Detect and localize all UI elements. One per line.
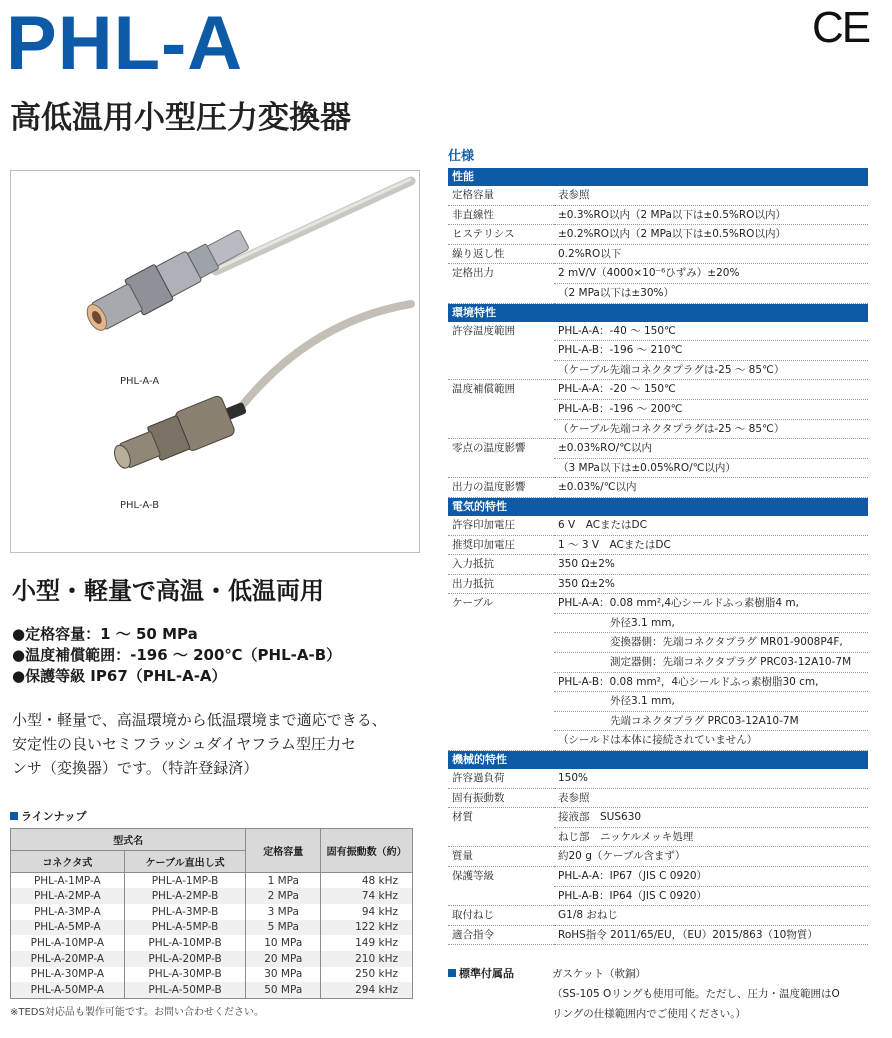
header-frequency: 固有振動数（約） (321, 829, 413, 873)
standard-accessories-label: 標準付属品 (448, 964, 514, 984)
spec-key: 非直線性 (448, 206, 554, 226)
spec-value: 表参照 (554, 789, 868, 809)
caption-phl-a-a: PHL-A-A (120, 376, 160, 387)
feature-bullet: ●定格容量：1 ～ 50 MPa (12, 625, 198, 643)
spec-key (448, 284, 554, 304)
spec-row (448, 400, 868, 420)
header-cable-type: ケーブル直出し式 (124, 851, 246, 873)
product-photo (10, 170, 420, 553)
square-bullet-icon (10, 812, 18, 820)
spec-key (448, 887, 554, 907)
table-cell: 50 MPa (246, 982, 321, 998)
lineup-heading-text: ラインナップ (21, 810, 87, 823)
spec-row (448, 789, 868, 809)
spec-value: 350 Ω±2% (554, 555, 868, 575)
table-cell: 294 kHz (321, 982, 413, 998)
header-model-name: 型式名 (11, 829, 246, 851)
spec-value: 1 ～ 3 V ACまたはDC (554, 536, 868, 556)
spec-key: 許容印加電圧 (448, 516, 554, 536)
spec-value: PHL-A-A：-20 ～ 150℃ (554, 380, 868, 400)
spec-value: 0.2%RO以下 (554, 245, 868, 265)
spec-row (448, 769, 868, 789)
spec-section-header: 電気的特性 (448, 498, 868, 516)
table-cell: PHL-A-5MP-B (124, 920, 246, 936)
spec-key: 質量 (448, 847, 554, 867)
table-row (11, 951, 413, 967)
spec-key: 温度補償範囲 (452, 383, 515, 396)
spec-row (448, 516, 868, 536)
spec-value: 接液部 SUS630 (554, 808, 868, 828)
header-capacity: 定格容量 (246, 829, 321, 873)
spec-key (448, 731, 554, 751)
table-cell: PHL-A-3MP-A (11, 904, 125, 920)
spec-value: 約20 g（ケーブル含まず） (554, 847, 868, 867)
spec-value: 外径3.1 mm, (554, 614, 868, 634)
spec-row (448, 575, 868, 595)
feature-headline: 小型・軽量で高温・低温両用 (12, 577, 324, 605)
table-cell: 48 kHz (321, 873, 413, 889)
spec-key: 取付ねじ (448, 906, 554, 926)
spec-row (448, 731, 868, 751)
table-cell: 20 MPa (246, 951, 321, 967)
description-line: 安定性の良いセミフラッシュダイヤフラム型圧力セ (12, 735, 356, 753)
table-cell: 94 kHz (321, 904, 413, 920)
spec-row (448, 478, 868, 498)
spec-value: ±0.2%RO以内（2 MPa以下は±0.5%RO以内） (554, 225, 868, 245)
spec-value: 350 Ω±2% (554, 575, 868, 595)
table-row (11, 873, 413, 889)
spec-value: PHL-A-A：IP67（JIS C 0920） (554, 867, 868, 887)
spec-key (448, 341, 554, 361)
table-cell: PHL-A-1MP-A (11, 873, 125, 889)
table-cell: 10 MPa (246, 935, 321, 951)
table-cell: PHL-A-20MP-B (124, 951, 246, 967)
sensor-illustration (11, 171, 419, 552)
spec-value: PHL-A-B：-196 ～ 200℃ (554, 400, 868, 420)
spec-key: 出力抵抗 (448, 575, 554, 595)
spec-row (448, 186, 868, 206)
table-cell: PHL-A-20MP-A (11, 951, 125, 967)
spec-row (448, 536, 868, 556)
spec-value: 表参照 (554, 186, 868, 206)
standard-accessories-value: ガスケット（軟銅） （SS-105 Oリングも使用可能。ただし、圧力・温度範囲はO リングの仕様範囲内でご使用ください。） (552, 968, 840, 1020)
spec-value: 6 V ACまたはDC (554, 516, 868, 536)
spec-key: 材質 (452, 811, 473, 824)
spec-row (448, 906, 868, 926)
table-cell: 2 MPa (246, 888, 321, 904)
spec-row (448, 926, 868, 946)
square-bullet-icon (448, 969, 456, 977)
spec-key: 定格容量 (448, 186, 554, 206)
spec-row (448, 341, 868, 361)
spec-key: 出力の温度影響 (448, 478, 554, 498)
table-cell: PHL-A-30MP-A (11, 967, 125, 983)
spec-row (448, 225, 868, 245)
table-row (11, 920, 413, 936)
table-cell: 30 MPa (246, 967, 321, 983)
spec-key: 適合指令 (448, 926, 554, 946)
table-row (11, 888, 413, 904)
spec-value: （シールドは本体に接続されていません） (554, 731, 868, 751)
table-cell: 210 kHz (321, 951, 413, 967)
spec-value: 測定器側：先端コネクタプラグ PRC03-12A10-7M (554, 653, 868, 673)
spec-key: ケーブル (452, 597, 494, 610)
spec-value: 外径3.1 mm, (554, 692, 868, 712)
spec-value: （3 MPa以下は±0.05%RO/℃以内） (554, 459, 868, 479)
feature-bullets (12, 624, 341, 687)
spec-value: PHL-A-B：IP64（JIS C 0920） (554, 887, 868, 907)
spec-section-header: 機械的特性 (448, 751, 868, 769)
table-cell: 122 kHz (321, 920, 413, 936)
spec-key (448, 400, 554, 420)
spec-row (448, 459, 868, 479)
spec-row (448, 847, 868, 867)
spec-key: 推奨印加電圧 (448, 536, 554, 556)
spec-row (448, 887, 868, 907)
spec-key (448, 828, 554, 848)
spec-row (448, 594, 868, 614)
table-cell: PHL-A-5MP-A (11, 920, 125, 936)
spec-section-header: 性能 (448, 168, 868, 186)
spec-value: 先端コネクタプラグ PRC03-12A10-7M (554, 712, 868, 732)
table-cell: 250 kHz (321, 967, 413, 983)
spec-row (448, 712, 868, 732)
spec-value: PHL-A-A：0.08 mm²,4心シールドふっ素樹脂4 m, (554, 594, 868, 614)
spec-row (448, 614, 868, 634)
spec-key: 零点の温度影響 (452, 442, 526, 455)
table-cell: 1 MPa (246, 873, 321, 889)
product-subtitle: 高低温用小型圧力変換器 (10, 100, 351, 136)
lineup-footnote: ※TEDS対応品も製作可能です。お問い合わせください。 (10, 1007, 265, 1018)
spec-key: 許容過負荷 (448, 769, 554, 789)
ce-mark: CE (812, 3, 870, 52)
spec-key (448, 712, 554, 732)
table-row (11, 967, 413, 983)
spec-value: RoHS指令 2011/65/EU，（EU）2015/863（10物質） (554, 926, 868, 946)
spec-value: ねじ部 ニッケルメッキ処理 (554, 828, 868, 848)
spec-key: 繰り返し性 (448, 245, 554, 265)
spec-row (448, 206, 868, 226)
table-cell: 149 kHz (321, 935, 413, 951)
spec-key (448, 692, 554, 712)
spec-value: PHL-A-B：0.08 mm²，4心シールドふっ素樹脂30 cm, (554, 673, 868, 693)
spec-value: 2 mV/V（4000×10⁻⁶ひずみ）±20% (554, 264, 868, 284)
table-cell: PHL-A-2MP-B (124, 888, 246, 904)
spec-row (448, 633, 868, 653)
spec-row (448, 264, 868, 284)
spec-row (448, 867, 868, 887)
spec-key (448, 361, 554, 381)
spec-key (448, 633, 554, 653)
spec-key (448, 420, 554, 440)
spec-value: （2 MPa以下は±30%） (554, 284, 868, 304)
spec-key (448, 653, 554, 673)
product-title: PHL-A (6, 1, 244, 86)
spec-key (448, 673, 554, 693)
spec-row (448, 439, 868, 459)
spec-key: 固有振動数 (448, 789, 554, 809)
spec-value: ±0.03%/℃以内 (554, 478, 868, 498)
feature-bullet: ●温度補償範囲：-196 ～ 200℃（PHL-A-B） (12, 646, 342, 664)
table-cell: 74 kHz (321, 888, 413, 904)
spec-row (448, 284, 868, 304)
table-cell: PHL-A-1MP-B (124, 873, 246, 889)
description-line: ンサ（変換器）です。（特許登録済） (12, 759, 259, 777)
spec-row (448, 420, 868, 440)
description-line: 小型・軽量で、高温環境から低温環境まで適応できる、 (12, 711, 387, 729)
spec-row (448, 322, 868, 342)
table-cell: PHL-A-50MP-B (124, 982, 246, 998)
spec-key (448, 459, 554, 479)
spec-value: 変換器側：先端コネクタプラグ MR01-9008P4F, (554, 633, 868, 653)
spec-key (448, 614, 554, 634)
table-cell: PHL-A-30MP-B (124, 967, 246, 983)
lineup-heading (10, 808, 86, 824)
header-connector-type: コネクタ式 (11, 851, 125, 873)
spec-value: PHL-A-B：-196 ～ 210℃ (554, 341, 868, 361)
spec-section-header: 環境特性 (448, 304, 868, 322)
spec-row (448, 808, 868, 828)
spec-value: PHL-A-A：-40 ～ 150℃ (554, 322, 868, 342)
spec-row (448, 361, 868, 381)
caption-phl-a-b: PHL-A-B (120, 500, 160, 511)
table-row (11, 982, 413, 998)
table-cell: PHL-A-2MP-A (11, 888, 125, 904)
spec-row (448, 245, 868, 265)
table-cell: PHL-A-10MP-B (124, 935, 246, 951)
spec-row (448, 653, 868, 673)
spec-value: （ケーブル先端コネクタプラグは-25 ～ 85℃） (554, 420, 868, 440)
table-cell: PHL-A-50MP-A (11, 982, 125, 998)
spec-row (448, 692, 868, 712)
spec-title: 仕様 (448, 149, 475, 164)
table-cell: PHL-A-3MP-B (124, 904, 246, 920)
spec-key: ヒステリシス (448, 225, 554, 245)
table-cell: 3 MPa (246, 904, 321, 920)
spec-row (448, 555, 868, 575)
spec-value: G1/8 おねじ (554, 906, 868, 926)
lineup-table (10, 828, 413, 999)
lineup-body (11, 873, 413, 999)
table-cell: PHL-A-10MP-A (11, 935, 125, 951)
spec-value: ±0.3%RO以内（2 MPa以下は±0.5%RO以内） (554, 206, 868, 226)
table-row (11, 935, 413, 951)
specifications (448, 148, 868, 945)
spec-key: 定格出力 (452, 267, 494, 280)
product-description (12, 708, 422, 780)
spec-key: 許容温度範囲 (452, 324, 515, 337)
spec-value: 150% (554, 769, 868, 789)
spec-row (448, 380, 868, 400)
table-cell: 5 MPa (246, 920, 321, 936)
spec-key: 保護等級 (452, 870, 494, 882)
feature-bullet: ●保護等級 IP67（PHL-A-A） (12, 667, 227, 685)
spec-row (448, 828, 868, 848)
spec-value: （ケーブル先端コネクタプラグは-25 ～ 85℃） (554, 361, 868, 381)
spec-row (448, 673, 868, 693)
spec-key: 入力抵抗 (448, 555, 554, 575)
table-row (11, 904, 413, 920)
spec-value: ±0.03%RO/℃以内 (554, 439, 868, 459)
